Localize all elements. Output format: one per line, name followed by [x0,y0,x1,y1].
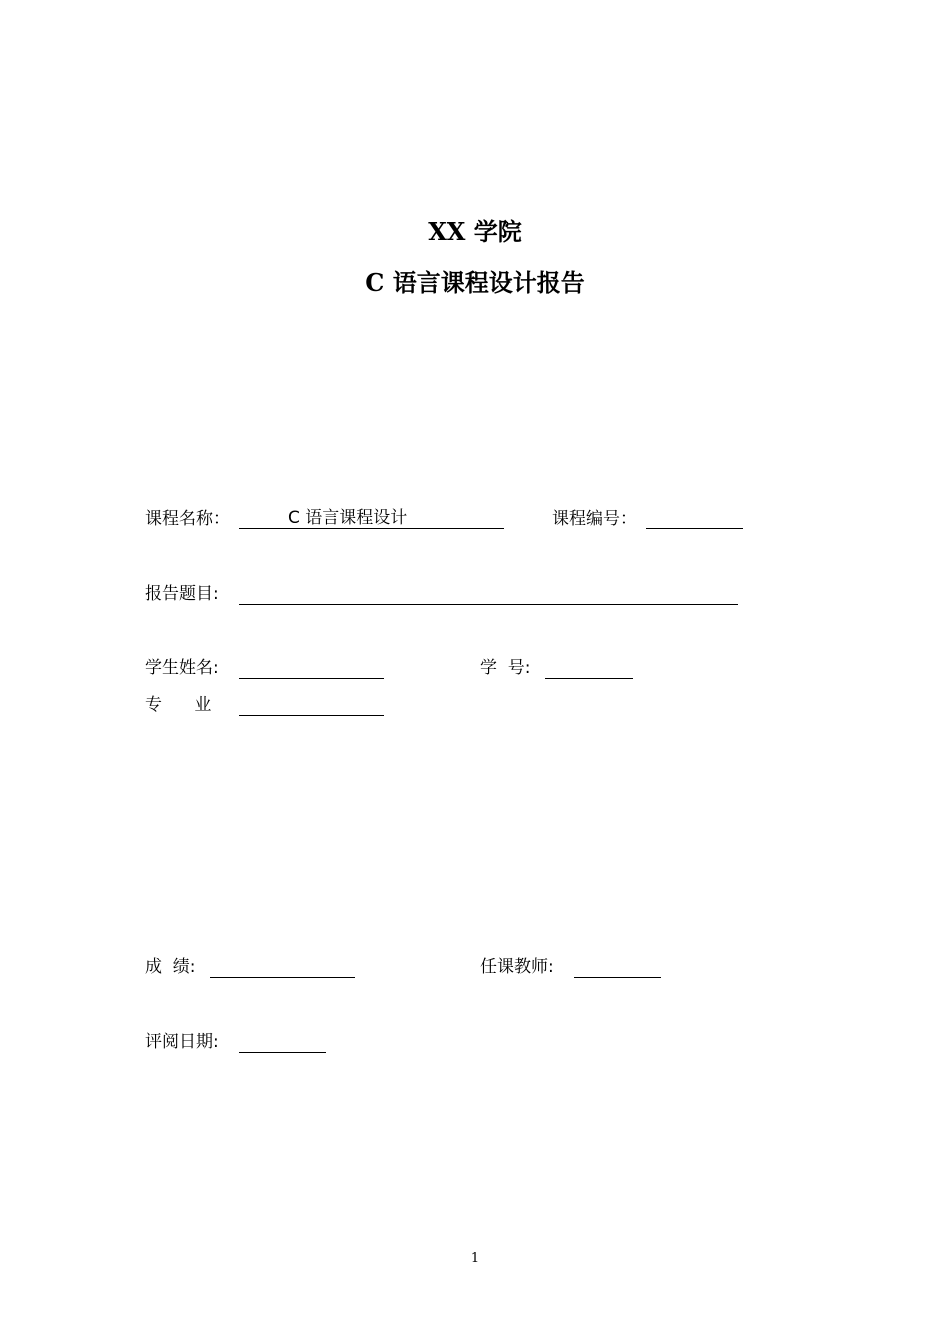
student-id-label: 学 号: [480,658,531,678]
report-topic-label: 报告题目: [145,584,219,604]
course-code-underline [646,528,743,529]
page-number: 1 [470,1251,480,1266]
student-name-underline [239,678,384,679]
report-title: C 语言课程设计报告 [365,268,585,297]
major-underline [239,715,384,716]
grade-underline [210,977,355,978]
major-label: 专 业 [145,695,212,715]
student-id-underline [545,678,633,679]
course-code-label: 课程编号： [552,509,637,529]
review-date-label: 评阅日期: [145,1032,219,1052]
course-name-value: C 语言课程设计 [288,508,408,528]
teacher-label: 任课教师: [480,957,554,977]
teacher-underline [574,977,661,978]
grade-label: 成 绩: [145,957,196,977]
review-date-underline [239,1052,326,1053]
student-name-label: 学生姓名: [145,658,219,678]
course-name-label: 课程名称： [145,509,230,529]
report-topic-underline [239,604,738,605]
institution-title: XX 学院 [428,217,522,246]
